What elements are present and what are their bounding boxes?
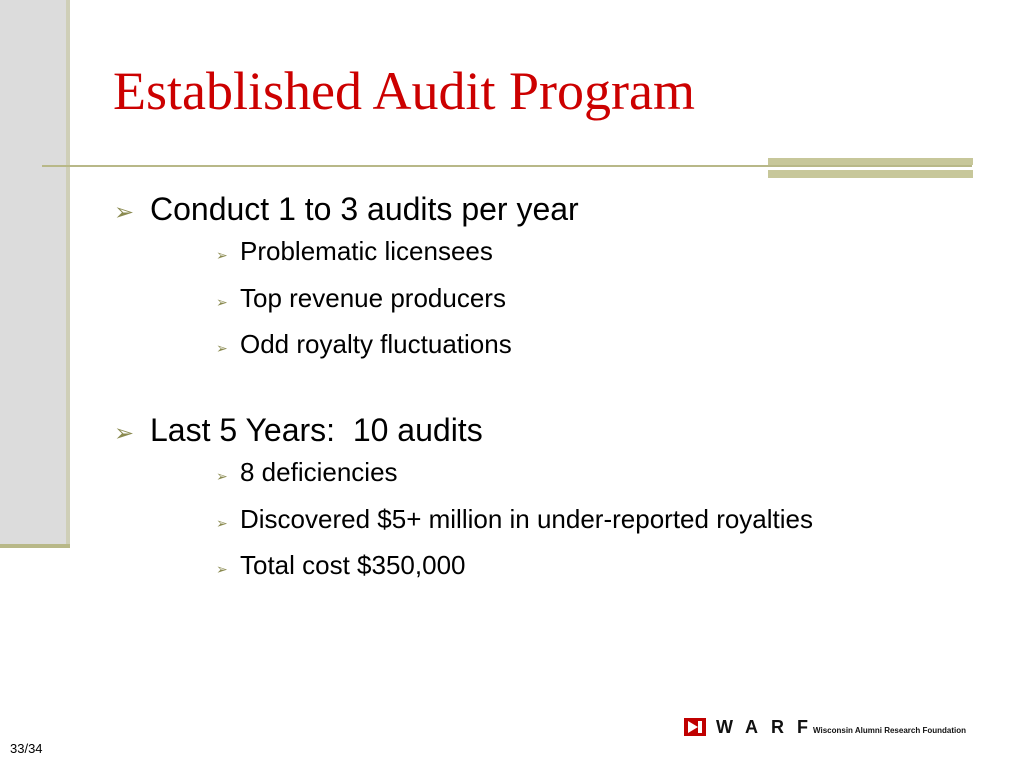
sub-bullet-list [114, 236, 994, 360]
sub-bullet-item [216, 550, 994, 581]
logo-letters: WARF [716, 716, 821, 737]
sub-bullet-item [216, 457, 994, 488]
small-arrow-bullet-icon: ➢ [216, 339, 228, 356]
sub-bullet-item [216, 283, 994, 314]
slide-title: Established Audit Program [113, 61, 695, 121]
bullet-text: Conduct 1 to 3 audits per year [150, 191, 579, 227]
title-divider [42, 165, 972, 167]
bullet-item [114, 190, 994, 228]
sub-bullet-text: 8 deficiencies [240, 457, 398, 488]
logo-subtitle: Wisconsin Alumni Research Foundation [813, 725, 966, 735]
small-arrow-bullet-icon: ➢ [216, 247, 228, 264]
bullet-item [114, 411, 994, 449]
small-arrow-bullet-icon: ➢ [216, 468, 228, 485]
bullet-text: Last 5 Years: 10 audits [150, 411, 483, 448]
arrow-bullet-icon: ➢ [114, 199, 135, 226]
small-arrow-bullet-icon: ➢ [216, 514, 228, 531]
small-arrow-bullet-icon: ➢ [216, 293, 228, 310]
sub-bullet-list [114, 457, 994, 581]
group-spacer [114, 375, 994, 411]
title-accent-bar-bottom [768, 170, 973, 178]
sub-bullet-text: Top revenue producers [240, 282, 506, 313]
left-sidebar-bar [0, 0, 68, 546]
bullet-content [114, 190, 994, 596]
warf-logo-mark-icon [684, 718, 706, 736]
sub-bullet-item [216, 236, 994, 267]
sub-bullet-text: Discovered $5+ million in under-reported royalties [240, 503, 814, 534]
left-sidebar-rule [0, 544, 70, 548]
title-accent-bar-top [768, 158, 973, 165]
small-arrow-bullet-icon: ➢ [216, 560, 228, 577]
sub-bullet-item [216, 329, 994, 360]
page-indicator: 33/34 [10, 741, 43, 756]
sub-bullet-text: Problematic licensees [240, 236, 493, 267]
sub-bullet-text: Total cost $350,000 [240, 549, 466, 580]
sub-bullet-item [216, 504, 994, 535]
arrow-bullet-icon: ➢ [114, 419, 135, 447]
sub-bullet-text: Odd royalty fluctuations [240, 328, 512, 359]
warf-logo [684, 716, 966, 738]
left-sidebar-edge [66, 0, 70, 548]
